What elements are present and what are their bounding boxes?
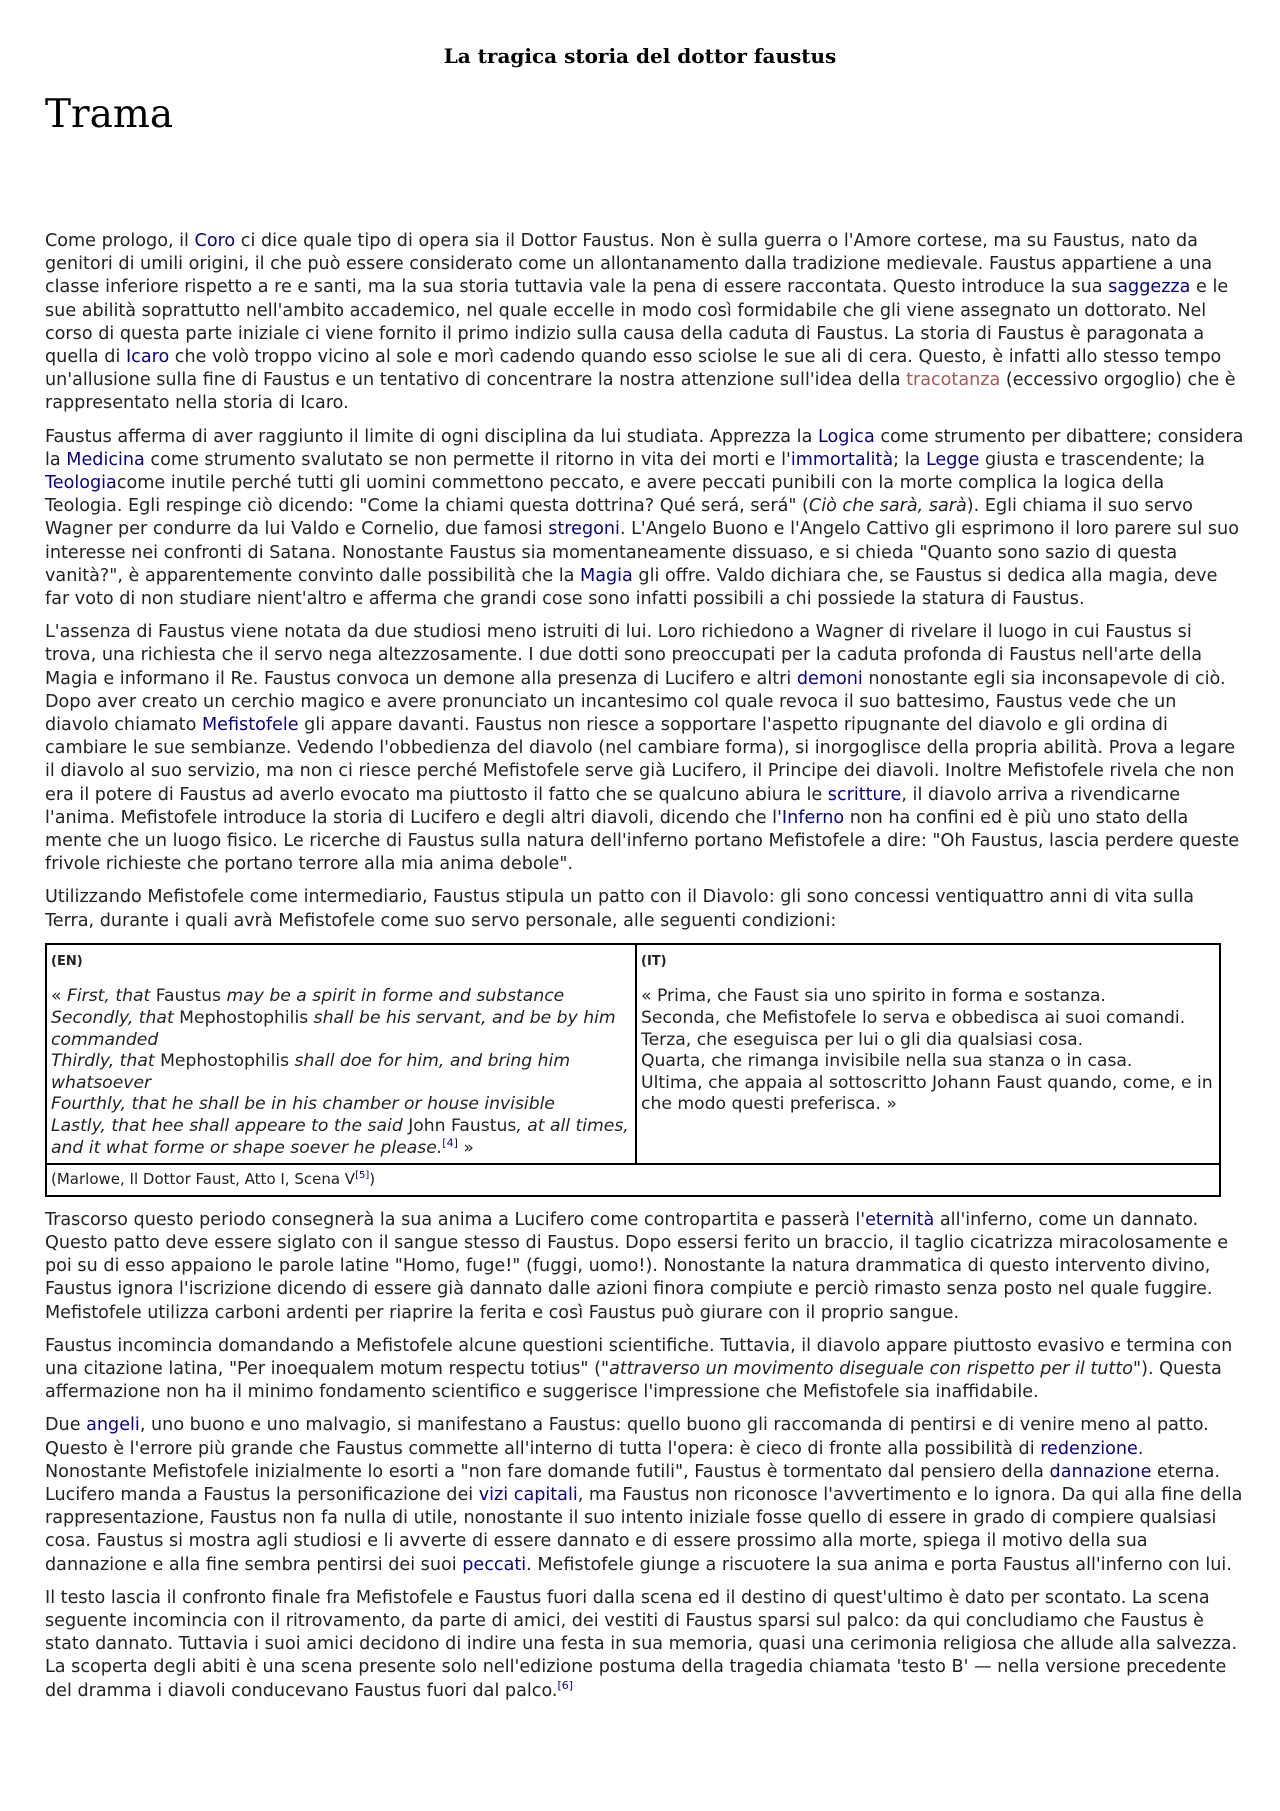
paragraph-angeli: [45, 1414, 1245, 1576]
paragraph-sangue: [45, 1209, 1245, 1325]
text: che volò troppo vicino al sole e morì cadendo quando esso sciolse le sue ali di cera. Questo, è infatti allo stesso tempo un'allusione sulla fine di Faustus e un tentativo di concentrare la nostra attenzione sull'idea della: [45, 347, 1222, 391]
quote-en-line-3: Thirdly, that Mephostophilis shall doe for him, and bring him whatsoever: [51, 1051, 571, 1093]
quote-it-cell: [636, 944, 1220, 1164]
link-eternita[interactable]: eternità: [865, 1209, 935, 1230]
link-immortalita[interactable]: immortalità: [790, 449, 894, 470]
text: nonostante egli sia inconsapevole di ciò. Dopo aver creato un cerchio magico e avere pronunciato un incantesimo col quale revoca il suo battesimo, Faustus vede che un diavolo chiamato: [45, 668, 1226, 736]
text: ). Egli chiama il suo servo Wagner per condurre da lui Valdo e Cornelio, due famosi: [45, 496, 1193, 540]
lang-label-it: (IT): [641, 953, 667, 969]
text: come strumento svalutato se non permette il ritorno in vita dei morti e l': [144, 449, 791, 470]
paragraph-finale: [45, 1587, 1245, 1703]
italic-text: attraverso un movimento diseguale con rispetto per il tutto: [609, 1359, 1133, 1380]
text: giusta e trascendente; la: [979, 449, 1205, 470]
quote-en-line-4: Fourthly, that he shall be in his chamber or house invisible: [51, 1094, 555, 1115]
paragraph-scienza: [45, 1335, 1245, 1405]
text: all'inferno, come un dannato. Questo patto deve essere siglato con il sangue stesso di Faustus. Dopo essersi ferito un braccio, il taglio cicatrizza miracolosamente e poi su di esso appaiono le parole latine "Homo, fuge!" (fuggi, uomo!). Nonostante la natura drammatica di questo intervento divino, Faustus ignora l'iscrizione dicendo di essere già dannato dalle azioni finora compiute e perciò rimasto senza posto nel quale fuggire. Mefistofele utilizza carboni ardenti per riaprire la ferita e così Faustus può giurare con il proprio sangue.: [45, 1209, 1229, 1323]
link-vizi-capitali[interactable]: vizi capitali: [478, 1485, 578, 1506]
article-body: [45, 230, 1245, 1713]
text: gli offre. Valdo dichiara che, se Faustus si dedica alla magia, deve far voto di non studiare nient'altro e afferma che grandi cose sono infatti possibili a chi possiede la statura di Faustus.: [45, 565, 1218, 610]
text: L'assenza di Faustus viene notata da due studiosi meno istruiti di lui. Loro richiedono a Wagner di rivelare il luogo in cui Faustus si trova, una richiesta che il servo nega altezzosamente. I due dotti sono preoccupati per la caduta profonda di Faustus nell'arte della Magia e informano il Re. Faustus convoca un demone alla presenza di Lucifero e altri: [45, 622, 1203, 689]
link-demoni[interactable]: demoni: [796, 668, 863, 689]
link-stregoni[interactable]: stregoni: [548, 519, 620, 540]
paragraph-discipline: [45, 426, 1245, 612]
italic-text: Ciò che sarà, sarà: [808, 496, 967, 517]
link-mefistofele[interactable]: Mefistofele: [201, 715, 299, 736]
text: "). Questa affermazione non ha il minimo fondamento scientifico e suggerisce l'impressione che Mefistofele sia inaffidabile.: [45, 1359, 1222, 1403]
link-tracotanza[interactable]: tracotanza: [906, 370, 1001, 391]
text: Il testo lascia il confronto finale fra Mefistofele e Faustus fuori dalla scena ed il destino di quest'ultimo è dato per scontato. La scena seguente incomincia con il ritrovamento, da parte di amici, dei vestiti di Faustus sparsi sul palco: da qui concludiamo che Faustus è stato dannato. Tuttavia i suoi amici decidono di indire una festa in sua memoria, quasi una cerimonia religiosa che allude alla salvezza. La scoperta degli abiti è una scena presente solo nell'edizione postuma della tragedia chiamata 'testo B' — nella versione precedente del dramma i diavoli conducevano Faustus fuori dal palco.: [45, 1587, 1238, 1701]
link-logica[interactable]: Logica: [817, 426, 875, 447]
link-legge[interactable]: Legge: [925, 449, 980, 470]
paragraph-patto: [45, 886, 1245, 932]
section-heading: Trama: [45, 92, 174, 137]
quote-en-cell: [46, 944, 636, 1164]
text: ci dice quale tipo di opera sia il Dottor Faustus. Non è sulla guerra o l'Amore cortese, ma su Faustus, nato da genitori di umili origini, il che può essere considerato come un allontanamento dalla tradizione medievale. Faustus appartiene a una classe inferiore rispetto a re e santi, ma la sua storia tuttavia vale la pena di essere raccontata. Questo introduce la sua: [45, 231, 1213, 298]
text: eterna. Lucifero manda a Faustus la personificazione dei: [45, 1461, 1221, 1506]
lang-label-en: (EN): [51, 953, 83, 969]
text: ; la: [893, 449, 926, 470]
text: non ha confini ed è più uno stato della mente che un luogo fisico. Le ricerche di Faustus sulla natura dell'inferno portano Mefistofele a dire: "Oh Faustus, lascia perdere queste frivole richieste che portano terrore alla mia anima debole".: [45, 807, 1240, 875]
text: . L'Angelo Buono e l'Angelo Cattivo gli esprimono il loro parere sul suo interesse nei confronti di Satana. Nonostante Faustus sia momentaneamente dissuaso, e si chieda "Quanto sono sazio di questa vanità?", è apparentemente convinto dalle possibilità che la: [45, 519, 1239, 586]
text: (eccessivo orgoglio) che è rappresentato nella storia di Icaro.: [45, 370, 1236, 414]
quote-en-line-5: Lastly, that hee shall appeare to the said John Faustus, at all times, and it what forme or shape soever he please.[4] »: [51, 1116, 629, 1158]
link-icaro[interactable]: Icaro: [125, 347, 170, 368]
text: , ma Faustus non riconosce l'avvertimento e lo ignora. Da qui alla fine della rappresentazione, Faustus non fa nulla di utile, nonostante il suo intento iniziale fosse quello di essere in grado di compiere qualsiasi cosa. Faustus si mostra agli studiosi e li avverte di essere dannato e di essere prossimo alla morte, spiega il motivo della sua dannazione e alla fine sembra pentirsi dei suoi: [45, 1485, 1243, 1575]
text: e le sue abilità soprattutto nell'ambito accademico, nel quale eccelle in modo così formidabile che gli viene assegnato un dottorato. Nel corso di questa parte iniziale ci viene fornito il primo indizio sulla causa della caduta di Faustus. La storia di Faustus è paragonata a quella di: [45, 277, 1229, 368]
text: come inutile perché tutti gli uomini commettono peccato, e avere peccati punibili con la morte complica la logica della Teologia. Egli respinge ciò dicendo: "Come la chiami questa dottrina? Qué será, será" (: [45, 473, 1165, 517]
text: Trascorso questo periodo consegnerà la sua anima a Lucifero come contropartita e passerà l': [45, 1209, 866, 1230]
link-angeli[interactable]: angeli: [86, 1415, 140, 1436]
ref-5[interactable]: [5]: [355, 1170, 370, 1182]
quote-it-line-3: Terza, che eseguisca per lui o gli dia qualsiasi cosa.: [641, 1029, 1084, 1050]
text: . Mefistofele giunge a riscuotere la sua anima e porta Faustus all'inferno con lui.: [526, 1554, 1232, 1575]
quote-en-line-2: Secondly, that Mephostophilis shall be his servant, and be by him commanded: [51, 1008, 616, 1050]
paragraph-assenza: [45, 621, 1245, 876]
text: . Nonostante Mefistofele inizialmente lo esorti a "non fare domande futili", Faustus è tormentato dal pensiero della: [45, 1438, 1144, 1482]
quote-table: [45, 943, 1221, 1197]
link-dannazione[interactable]: dannazione: [1049, 1461, 1152, 1482]
ref-6[interactable]: [6]: [557, 1678, 574, 1692]
text: Come prologo, il: [45, 231, 195, 251]
quote-source: (Marlowe, Il Dottor Faust, Atto I, Scena V[5]): [46, 1164, 1220, 1196]
text: Due: [45, 1415, 87, 1436]
text: gli appare davanti. Faustus non riesce a sopportare l'aspetto ripugnante del diavolo e gli ordina di cambiare le sue sembianze. Vedendo l'obbedienza del diavolo (nel cambiare forma), si inorgoglisce della propria abilità. Prova a legare il diavolo al suo servizio, ma non ci riesce perché Mefistofele serve già Lucifero, il Principe dei diavoli. Inoltre Mefistofele rivela che non era il potere di Faustus ad averlo evocato ma piuttosto il fatto che se qualcuno abiura le: [45, 715, 1236, 805]
quote-en-line-1: « First, that Faustus may be a spirit in forme and substance: [51, 986, 565, 1007]
link-coro[interactable]: Coro: [194, 231, 236, 251]
quote-it-line-1: « Prima, che Faust sia uno spirito in forma e sostanza.: [641, 986, 1106, 1007]
link-inferno[interactable]: Inferno: [781, 807, 845, 828]
link-redenzione[interactable]: redenzione: [1040, 1438, 1138, 1459]
link-scritture[interactable]: scritture: [827, 784, 902, 805]
link-saggezza[interactable]: saggezza: [1108, 277, 1191, 298]
link-medicina[interactable]: Medicina: [66, 449, 145, 470]
quote-it-line-5: Ultima, che appaia al sottoscritto Johann Faust quando, come, e in che modo questi preferisca. »: [641, 1072, 1213, 1115]
document-title: La tragica storia del dottor faustus: [443, 44, 837, 68]
link-peccati[interactable]: peccati: [462, 1554, 527, 1575]
quote-it-line-4: Quarta, che rimanga invisibile nella sua stanza o in casa.: [641, 1051, 1133, 1072]
paragraph-prologo: [45, 230, 1245, 416]
text: , il diavolo arriva a rivendicarne l'anima. Mefistofele introduce la storia di Lucifero e degli altri diavoli, dicendo che l': [45, 784, 1181, 828]
ref-4[interactable]: [4]: [442, 1135, 458, 1149]
quote-it-line-2: Seconda, che Mefistofele lo serva e obbedisca ai suoi comandi.: [641, 1008, 1186, 1029]
text: Faustus incomincia domandando a Mefistofele alcune questioni scientifiche. Tuttavia, il diavolo appare piuttosto evasivo e termina con una citazione latina, "Per inoequalem motum respectu totius" (": [45, 1335, 1233, 1380]
text: Utilizzando Mefistofele come intermediario, Faustus stipula un patto con il Diavolo: gli sono concessi ventiquattro anni di vita sulla Terra, durante i quali avrà Mefistofele come suo servo personale, alle seguenti condizioni:: [45, 887, 1195, 931]
link-magia[interactable]: Magia: [580, 565, 633, 586]
text: , uno buono e uno malvagio, si manifestano a Faustus: quello buono gli raccomanda di pentirsi e di venire meno al patto. Questo è l'errore più grande che Faustus commette all'interno di tutta l'opera: è cieco di fronte alla possibilità di: [45, 1415, 1209, 1459]
text: come strumento per dibattere; considera la: [45, 426, 1244, 470]
text: Faustus afferma di aver raggiunto il limite di ogni disciplina da lui studiata. Apprezza la: [45, 426, 818, 447]
link-teologia[interactable]: Teologia: [45, 473, 117, 494]
